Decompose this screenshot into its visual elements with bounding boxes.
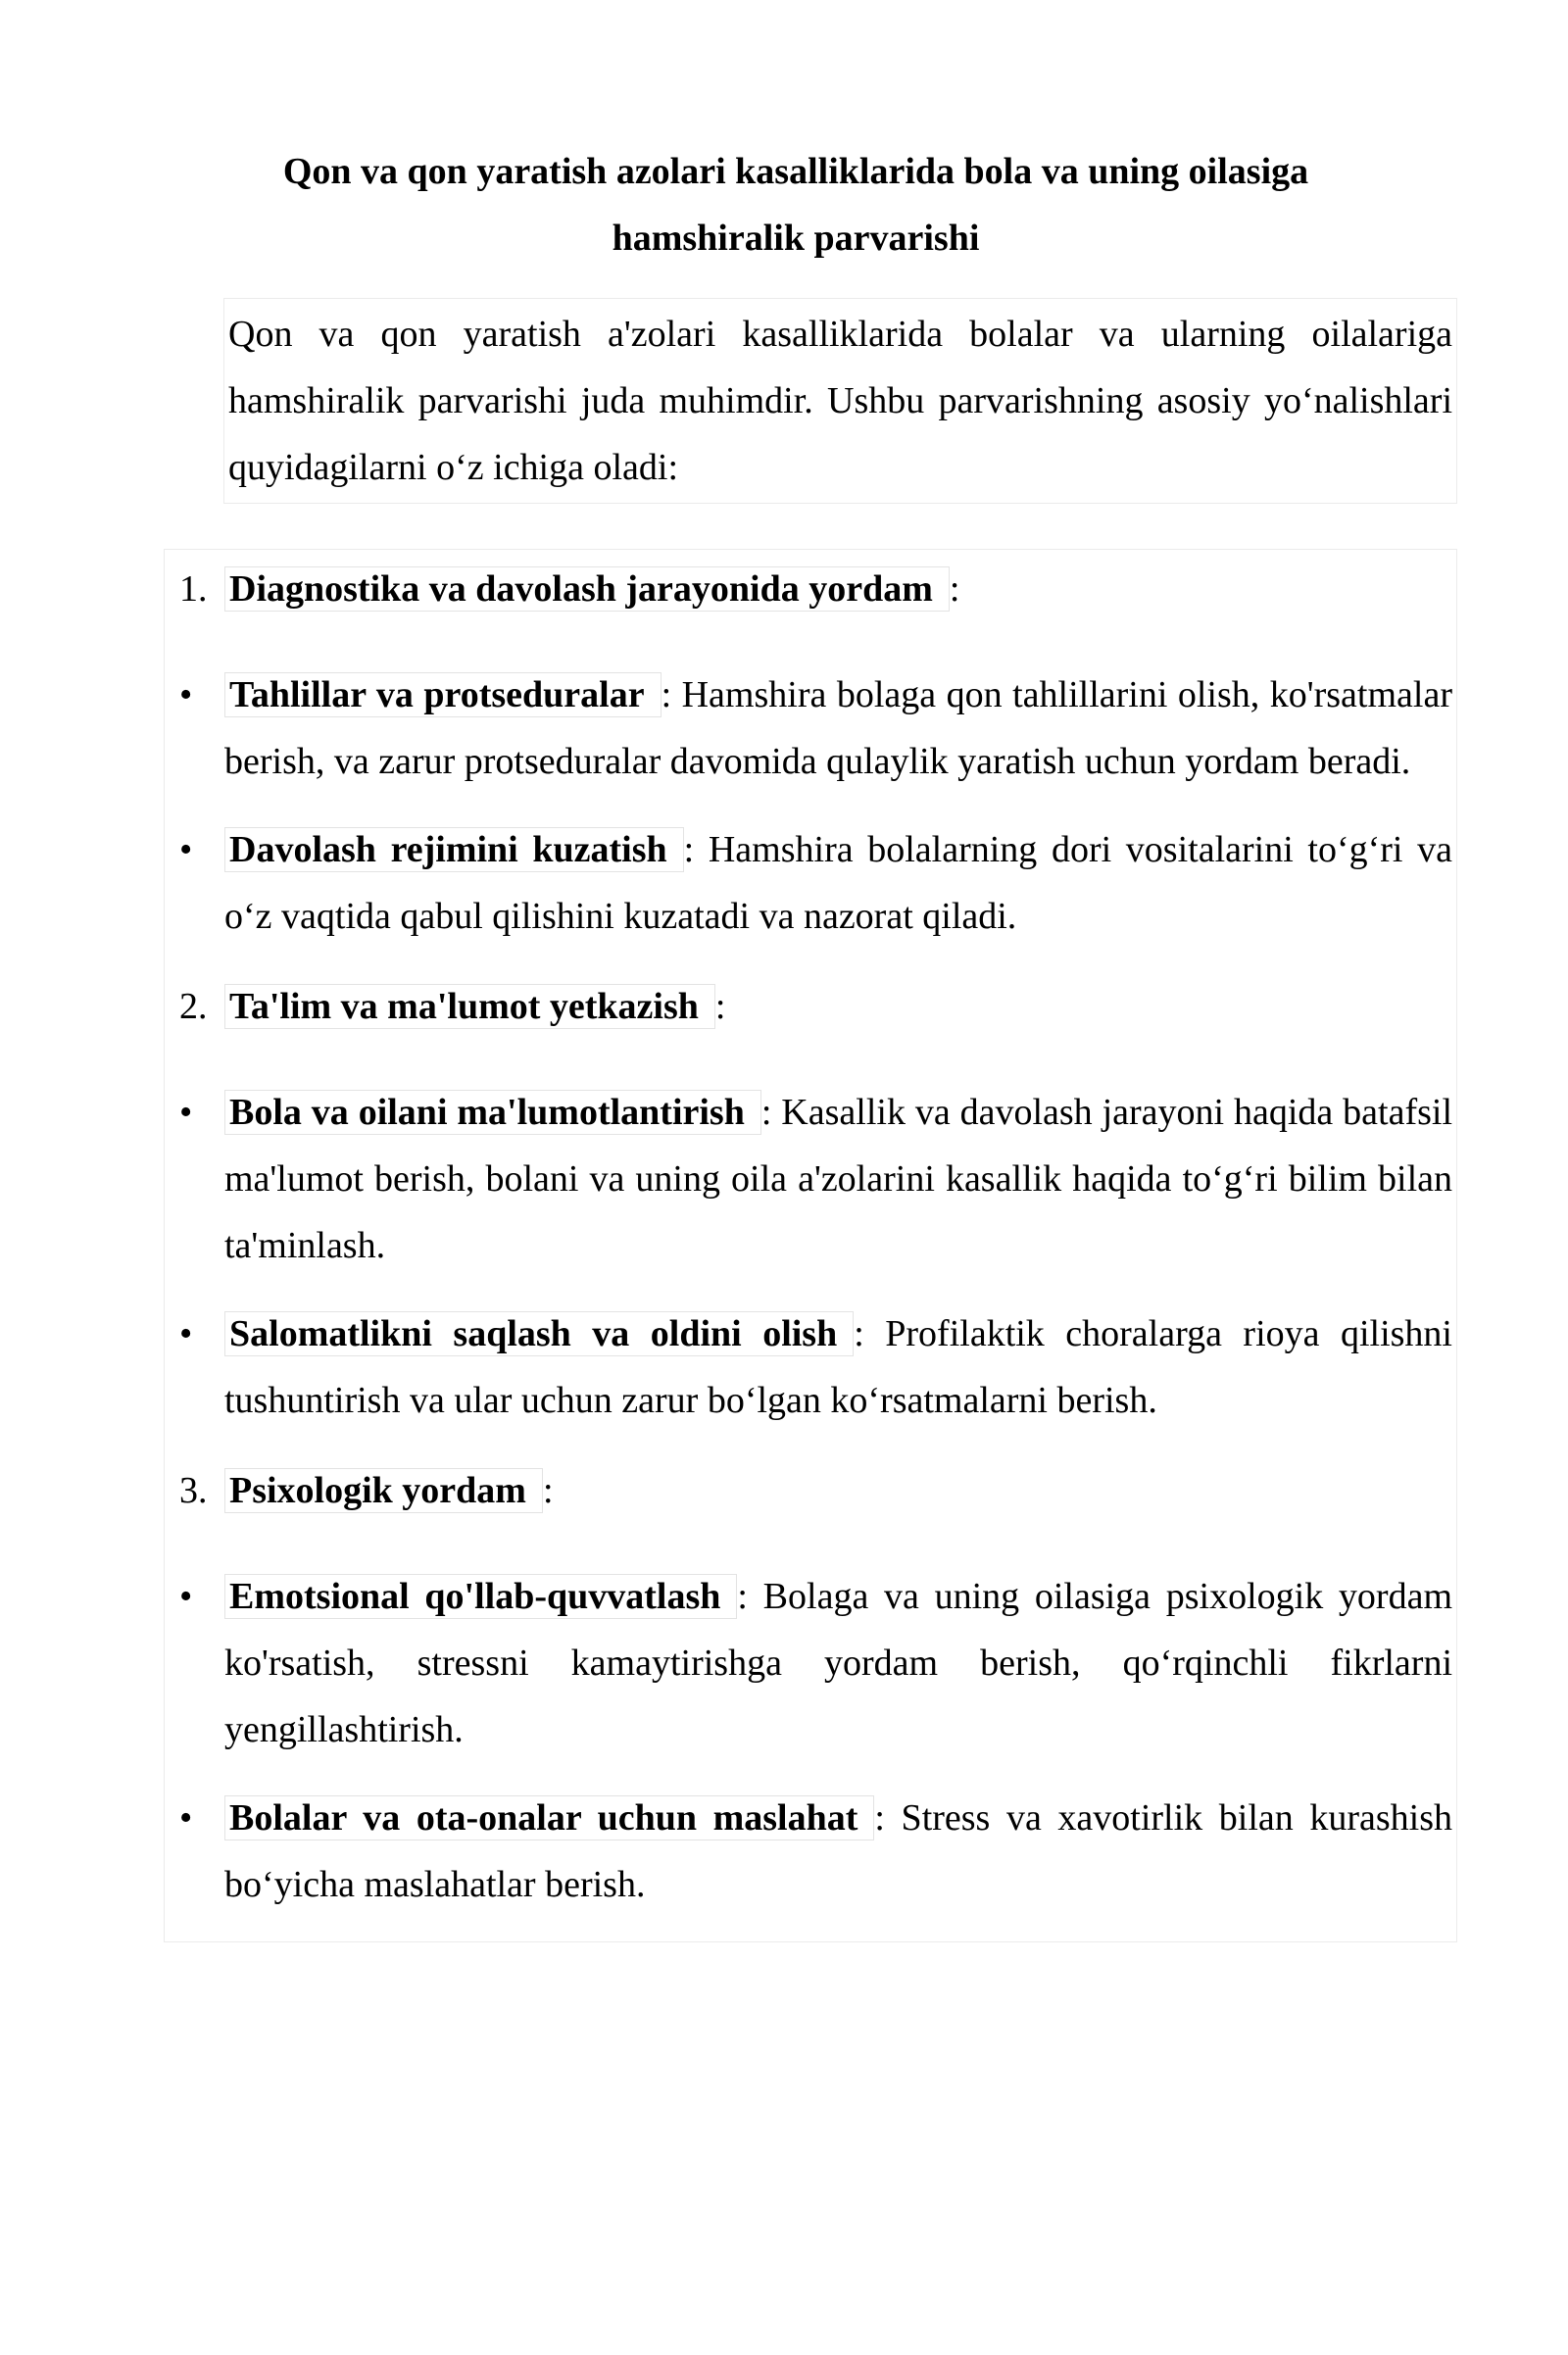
document-title: [164, 138, 1428, 271]
list-item-numbered: [165, 973, 1454, 1040]
item-rest-text: : Bolaga va uning oilasiga psixologik yordam ko'rsatish, stressni kamaytirishga yordam berish, qo‘rqinchli fikrlarni yengillashtirish.: [224, 1576, 1453, 1750]
bullet-icon: •: [179, 1797, 193, 1839]
list-item-numbered: [165, 1457, 1454, 1524]
item-number: 1.: [179, 568, 208, 610]
item-lead-text: Emotsional qo'llab-quvvatlash: [224, 1574, 737, 1619]
title-line-1: Qon va qon yaratish azolari kasalliklarida bola va uning oilasiga: [282, 151, 1309, 192]
intro-paragraph: Qon va qon yaratish a'zolari kasalliklarida bolalar va ularning oilalariga hamshiralik parvarishi juda muhimdir. Ushbu parvarishning asosiy yo‘nalishlari quyidagilarni o‘z ichiga oladi:: [223, 298, 1457, 504]
item-lead-text: Psixologik yordam: [224, 1468, 543, 1513]
document-page: [0, 138, 1568, 1942]
list-item-bullet: [165, 1785, 1454, 1918]
item-lead-text: Tahlillar va protseduralar: [224, 672, 662, 717]
content-list: [164, 549, 1457, 1942]
bullet-icon: •: [179, 674, 193, 715]
list-item-bullet: [165, 816, 1454, 950]
item-rest-text: : Profilaktik choralarga rioya qilishni tushuntirish va ular uchun zarur bo‘lgan ko‘rsatmalarni berish.: [224, 1313, 1452, 1421]
bullet-icon: •: [179, 829, 193, 870]
list-item-bullet: [165, 662, 1454, 795]
item-lead-text: Bola va oilani ma'lumotlantirish: [224, 1090, 761, 1135]
list-item-numbered: [165, 556, 1454, 622]
item-lead-text: Davolash rejimini kuzatish: [224, 827, 684, 872]
list-item-bullet: [165, 1079, 1454, 1279]
bullet-icon: •: [179, 1576, 193, 1617]
item-lead-text: Ta'lim va ma'lumot yetkazish: [224, 984, 715, 1029]
list-item-bullet: [165, 1563, 1454, 1763]
item-rest-text: : Kasallik va davolash jarayoni haqida batafsil ma'lumot berish, bolani va uning oila a'zolarini kasallik haqida to‘g‘ri bilim bilan ta'minlash.: [224, 1092, 1453, 1266]
item-lead-text: Bolalar va ota-onalar uchun maslahat: [224, 1795, 874, 1840]
item-rest-text: : Stress va xavotirlik bilan kurashish bo‘yicha maslahatlar berish.: [224, 1797, 1452, 1905]
item-rest-text: :: [714, 986, 726, 1027]
bullet-icon: •: [179, 1313, 193, 1354]
item-rest-text: : Hamshira bolalarning dori vositalarini to‘g‘ri va o‘z vaqtida qabul qilishini kuzatadi va nazorat qiladi.: [224, 829, 1453, 937]
title-line-2: hamshiralik parvarishi: [612, 218, 980, 259]
item-rest-text: :: [542, 1470, 554, 1511]
item-lead-text: Salomatlikni saqlash va oldini olish: [224, 1311, 854, 1356]
item-lead-text: Diagnostika va davolash jarayonida yordam: [224, 566, 950, 612]
item-rest-text: : Hamshira bolaga qon tahlillarini olish, ko'rsatmalar berish, va zarur protseduralar davomida qulaylik yaratish uchun yordam beradi.: [224, 674, 1452, 782]
item-rest-text: :: [949, 568, 960, 610]
item-number: 2.: [179, 986, 208, 1027]
list-item-bullet: [165, 1300, 1454, 1434]
bullet-icon: •: [179, 1092, 193, 1133]
item-number: 3.: [179, 1470, 208, 1511]
